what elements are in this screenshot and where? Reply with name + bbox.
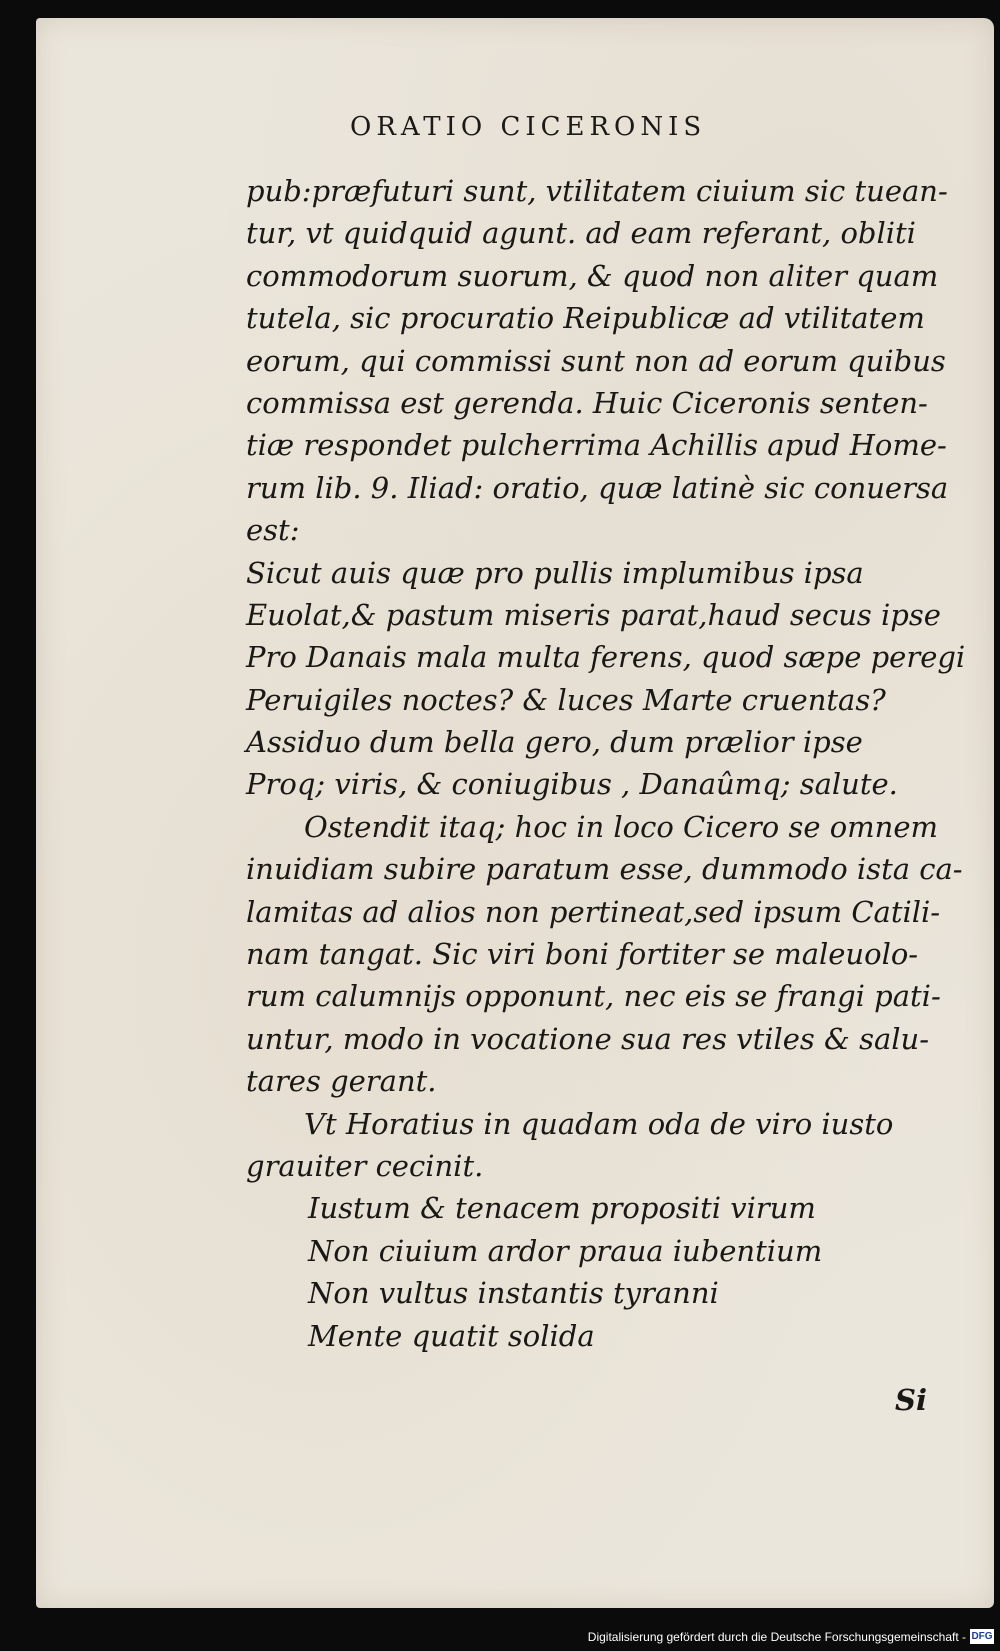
- verse-line: Proq; viris, & coniugibus , Danaûmq; salute.: [246, 767, 898, 802]
- text-line: Vt Horatius in quadam oda de viro iusto: [304, 1106, 894, 1141]
- text-line: commissa est gerenda. Huic Ciceronis senten-: [246, 385, 928, 420]
- text-line: untur, modo in vocatione sua res vtiles & salu-: [246, 1021, 929, 1056]
- text-line: commodorum suorum, & quod non aliter quam: [246, 258, 939, 293]
- text-line: inuidiam subire paratum esse, dummodo ista ca-: [246, 852, 963, 887]
- text-line: Ostendit itaq; hoc in loco Cicero se omnem: [304, 809, 939, 844]
- text-line: rum lib. 9. Iliad: oratio, quæ latinè sic conuersa: [246, 470, 949, 505]
- text-line: eorum, qui commissi sunt non ad eorum quibus: [246, 343, 946, 378]
- verse-line: Non vultus instantis tyranni: [308, 1276, 719, 1311]
- text-line: nam tangat. Sic viri boni fortiter se maleuolo-: [246, 937, 919, 972]
- text-line: pub:præfuturi sunt, vtilitatem ciuium sic tuean-: [246, 174, 948, 208]
- text-line: tiæ respondet pulcherrima Achillis apud Home-: [246, 428, 947, 463]
- verse-line: Sicut auis quæ pro pullis implumibus ipsa: [246, 555, 864, 590]
- verse-line: Non ciuium ardor praua iubentium: [308, 1233, 823, 1268]
- text-line: grauiter cecinit.: [246, 1148, 484, 1183]
- verse-line: Mente quatit solida: [308, 1318, 595, 1353]
- footer-bar: [0, 1624, 1000, 1651]
- running-head: ORATIO CICERONIS: [350, 112, 707, 142]
- verse-line: Euolat,& pastum miseris parat,haud secus ipse: [246, 597, 941, 632]
- verse-line: Peruigiles noctes? & luces Marte cruentas?: [246, 682, 886, 717]
- page-text: [246, 170, 966, 1357]
- text-line: lamitas ad alios non pertineat,sed ipsum Catili-: [246, 894, 941, 929]
- funding-notice: Digitalisierung gefördert durch die Deutsche Forschungsgemeinschaft -: [587, 1630, 966, 1644]
- dfg-logo: DFG: [971, 1631, 993, 1642]
- text-line: tares gerant.: [246, 1064, 437, 1099]
- text-line: est:: [246, 513, 300, 548]
- text-line: tutela, sic procuratio Reipublicæ ad vtilitatem: [246, 301, 925, 336]
- catchword: Si: [895, 1383, 927, 1417]
- verse-line: Iustum & tenacem propositi virum: [308, 1191, 816, 1226]
- text-line: tur, vt quidquid agunt. ad eam referant, obliti: [246, 216, 916, 251]
- verse-line: Assiduo dum bella gero, dum prælior ipse: [246, 725, 863, 760]
- text-line: rum calumnijs opponunt, nec eis se frangi pati-: [246, 979, 941, 1014]
- verse-line: Pro Danais mala multa ferens, quod sæpe peregi: [246, 640, 966, 675]
